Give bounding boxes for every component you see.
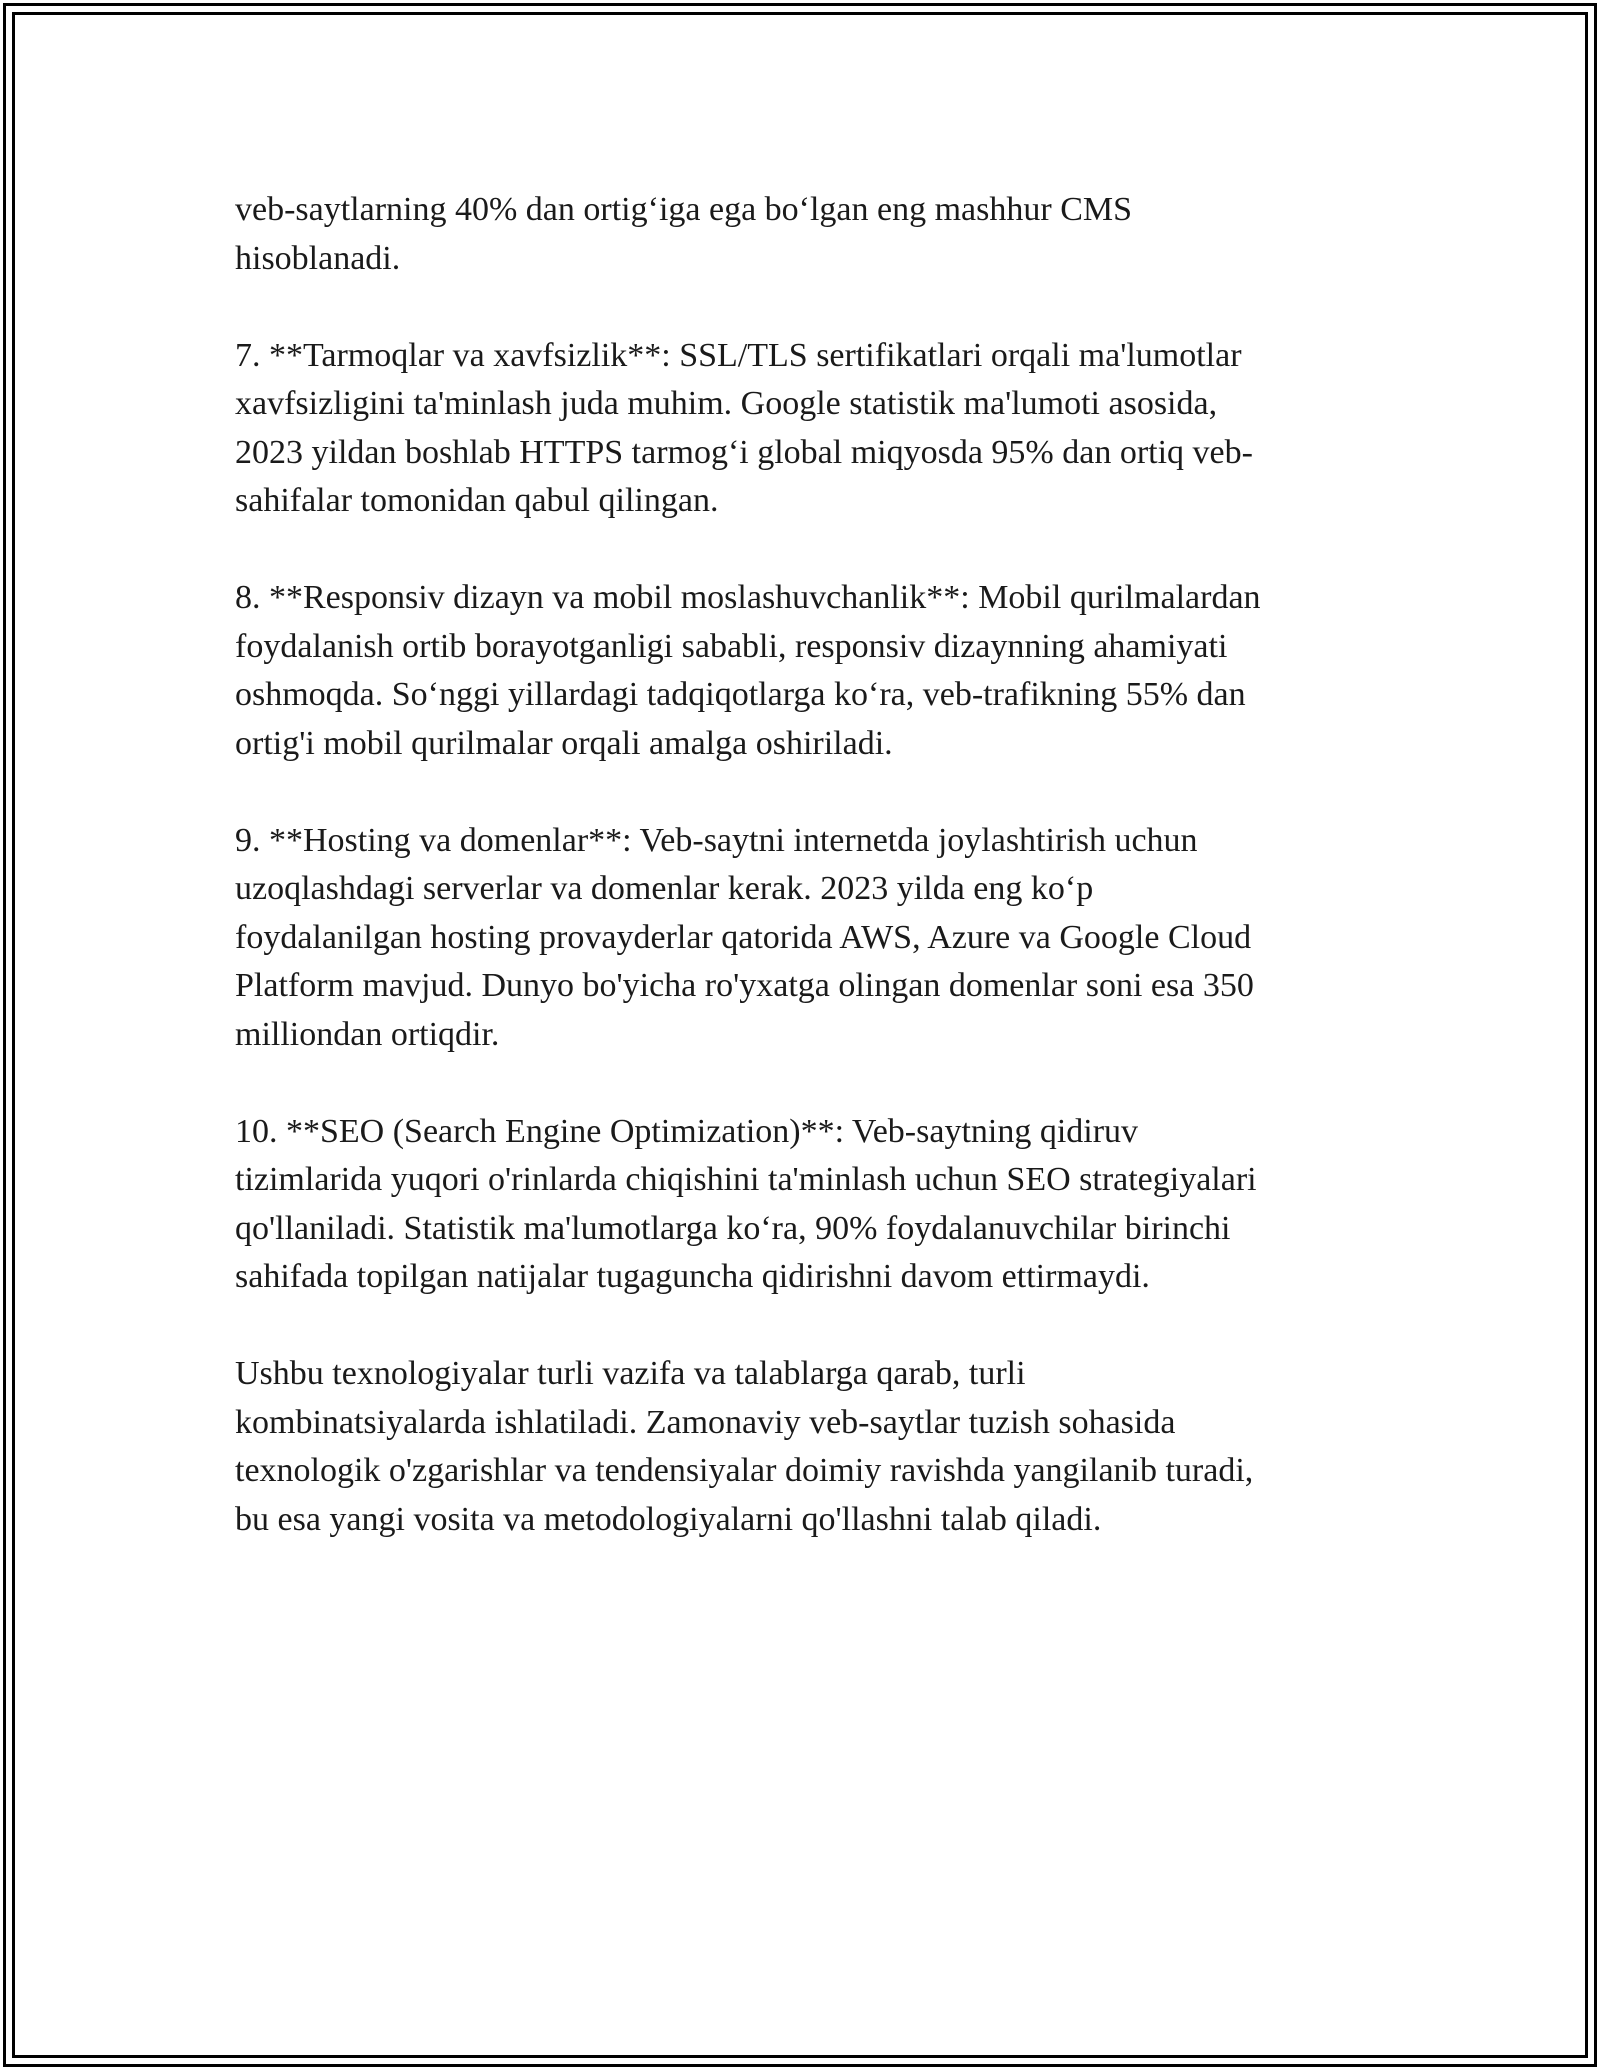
paragraph-cms-continuation: veb-saytlarning 40% dan ortig‘iga ega bo‘lgan eng mashhur CMS hisoblanadi. xyxy=(235,191,1133,277)
paragraph-hosting-domains: 9. **Hosting va domenlar**: Veb-saytni internetda joylashtirish uchun uzoqlashdagi serverlar va domenlar kerak. 2023 yilda eng ko‘p foydalanilgan hosting provayderlar qatorida AWS, Azure va Google Cloud Platform mavjud. Dunyo bo'yicha ro'yxatga olingan domenlar soni esa 350 milliondan ortiqdir. xyxy=(235,821,1254,1053)
document-body xyxy=(235,186,1365,1593)
paragraph-conclusion: Ushbu texnologiyalar turli vazifa va talablarga qarab, turli kombinatsiyalarda ishlatiladi. Zamonaviy veb-saytlar tuzish sohasida texnologik o'zgarishlar va tendensiyalar doimiy ravishda yangilanib turadi, bu esa yangi vosita va metodologiyalarni qo'llashni talab qiladi. xyxy=(235,1355,1254,1538)
paragraph-seo: 10. **SEO (Search Engine Optimization)**: Veb-saytning qidiruv tizimlarida yuqori o'rinlarda chiqishini ta'minlash uchun SEO strategiyalari qo'llaniladi. Statistik ma'lumotlarga ko‘ra, 90% foydalanuvchilar birinchi sahifada topilgan natijalar tugaguncha qidirishni davom ettirmaydi. xyxy=(235,1112,1257,1295)
paragraph-responsive-design: 8. **Responsiv dizayn va mobil moslashuvchanlik**: Mobil qurilmalardan foydalanish ortib borayotganligi sababli, responsiv dizaynning ahamiyati oshmoqda. So‘nggi yillardagi tadqiqotlarga ko‘ra, veb-trafikning 55% dan ortig'i mobil qurilmalar orqali amalga oshiriladi. xyxy=(235,579,1261,762)
paragraph-networks-security: 7. **Tarmoqlar va xavfsizlik**: SSL/TLS sertifikatlari orqali ma'lumotlar xavfsizligini ta'minlash juda muhim. Google statistik ma'lumoti asosida, 2023 yildan boshlab HTTPS tarmog‘i global miqyosda 95% dan ortiq veb- sahifalar tomonidan qabul qilingan. xyxy=(235,336,1253,519)
